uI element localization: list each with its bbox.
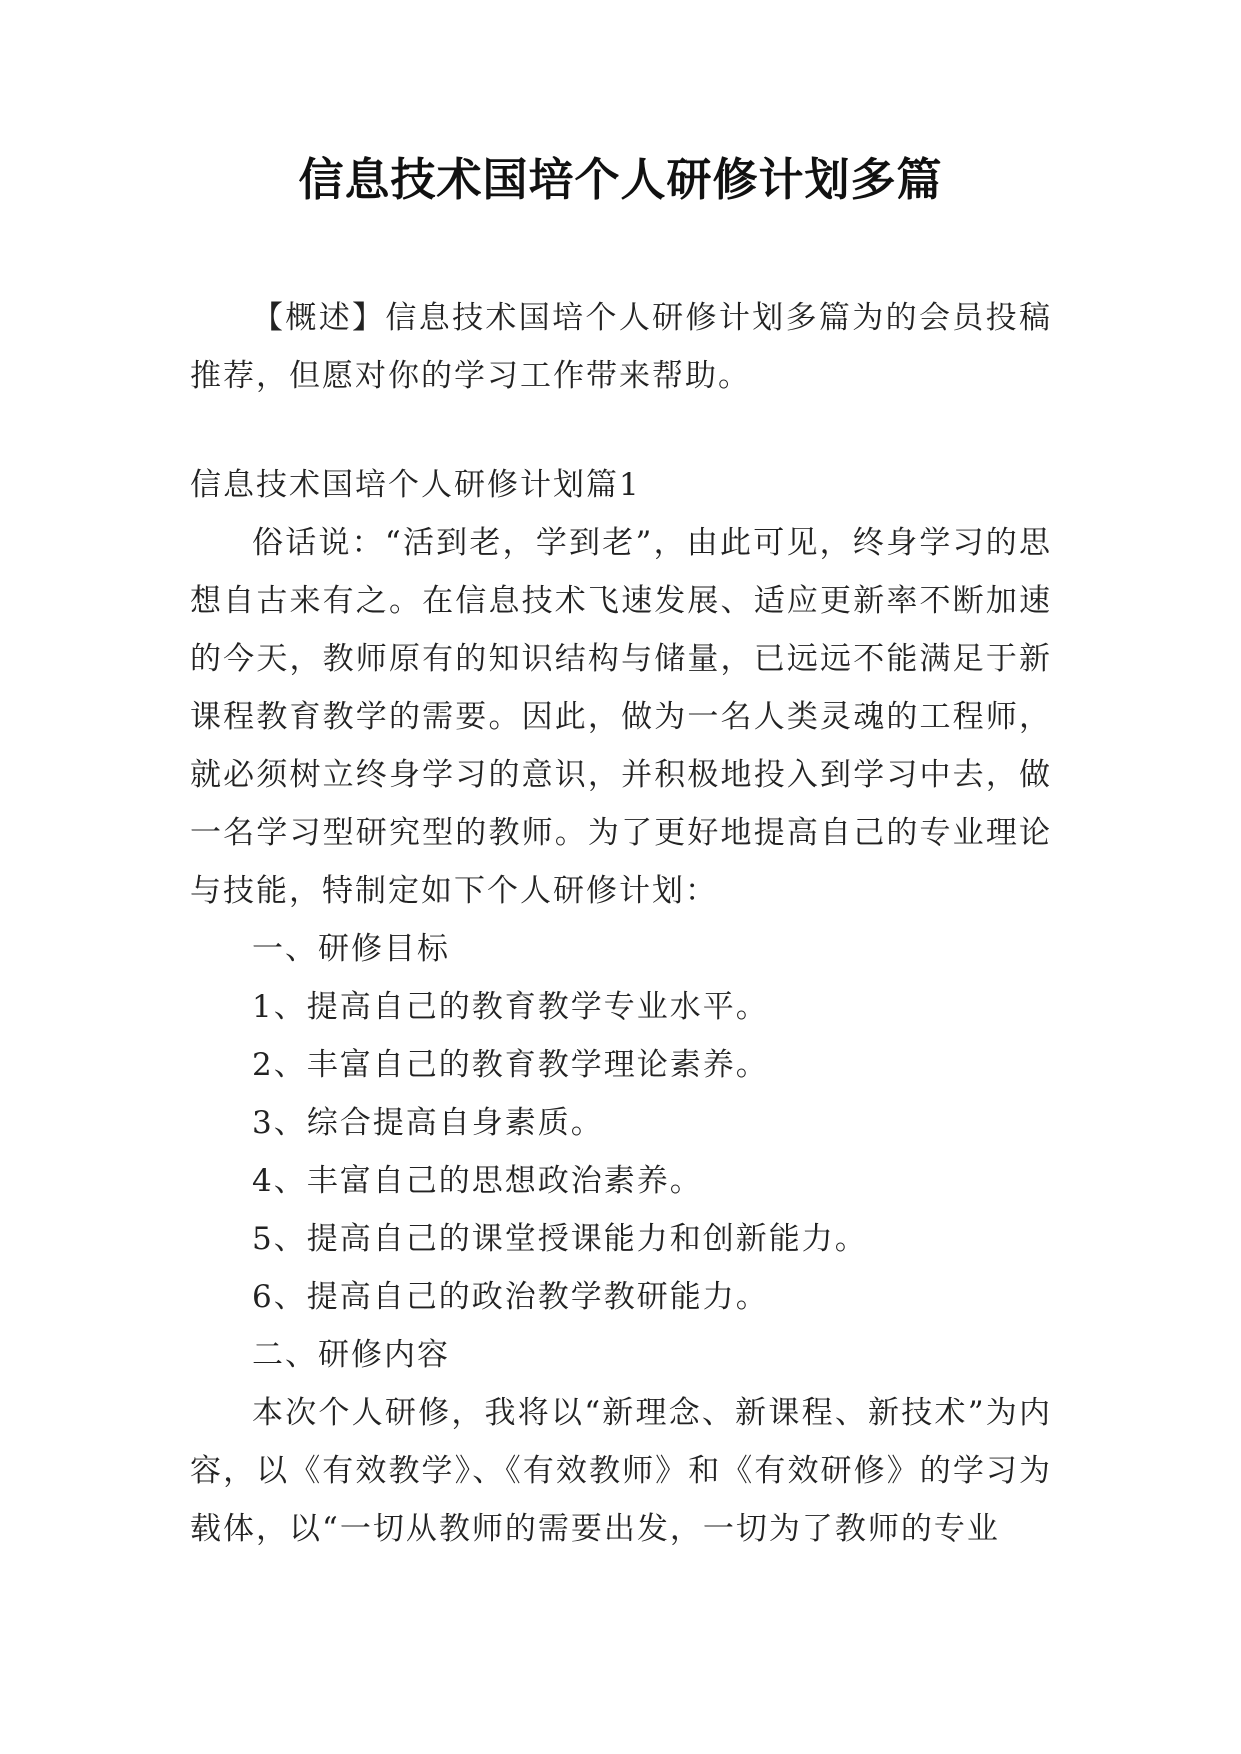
list-item: 4、丰富自己的思想政治素养。	[252, 1163, 703, 1199]
section-heading: 信息技术国培个人研修计划篇1	[190, 467, 641, 503]
summary-paragraph: 【概述】信息技术国培个人研修计划多篇为的会员投稿推荐，但愿对你的学习工作带来帮助。	[190, 300, 1052, 394]
list-item: 3、综合提高自身素质。	[252, 1105, 604, 1141]
list-item: 2、丰富自己的教育教学理论素养。	[252, 1047, 769, 1083]
body-paragraph: 俗话说：“活到老，学到老”，由此可见，终身学习的思想自古来有之。在信息技术飞速发展、适应更新率不断加速的今天，教师原有的知识结构与储量，已远远不能满足于新课程教育教学的需要。因此，做为一名人类灵魂的工程师，就必须树立终身学习的意识，并积极地投入到学习中去，做一名学习型研究型的教师。为了更好地提高自己的专业理论与技能，特制定如下个人研修计划：	[190, 525, 1052, 909]
body-paragraph: 本次个人研修，我将以“新理念、新课程、新技术”为内容，以《有效教学》、《有效教师》和《有效研修》的学习为载体，以“一切从教师的需要出发，一切为了教师的专业	[190, 1395, 1052, 1547]
subheading-goals: 一、研修目标	[252, 931, 450, 967]
document-title: 信息技术国培个人研修计划多篇	[298, 153, 943, 206]
list-item: 5、提高自己的课堂授课能力和创新能力。	[252, 1221, 868, 1257]
list-item: 6、提高自己的政治教学教研能力。	[252, 1279, 769, 1315]
list-item: 1、提高自己的教育教学专业水平。	[252, 989, 769, 1025]
subheading-content: 二、研修内容	[252, 1337, 450, 1373]
main-content	[190, 456, 1052, 1558]
summary-block	[190, 289, 1052, 405]
